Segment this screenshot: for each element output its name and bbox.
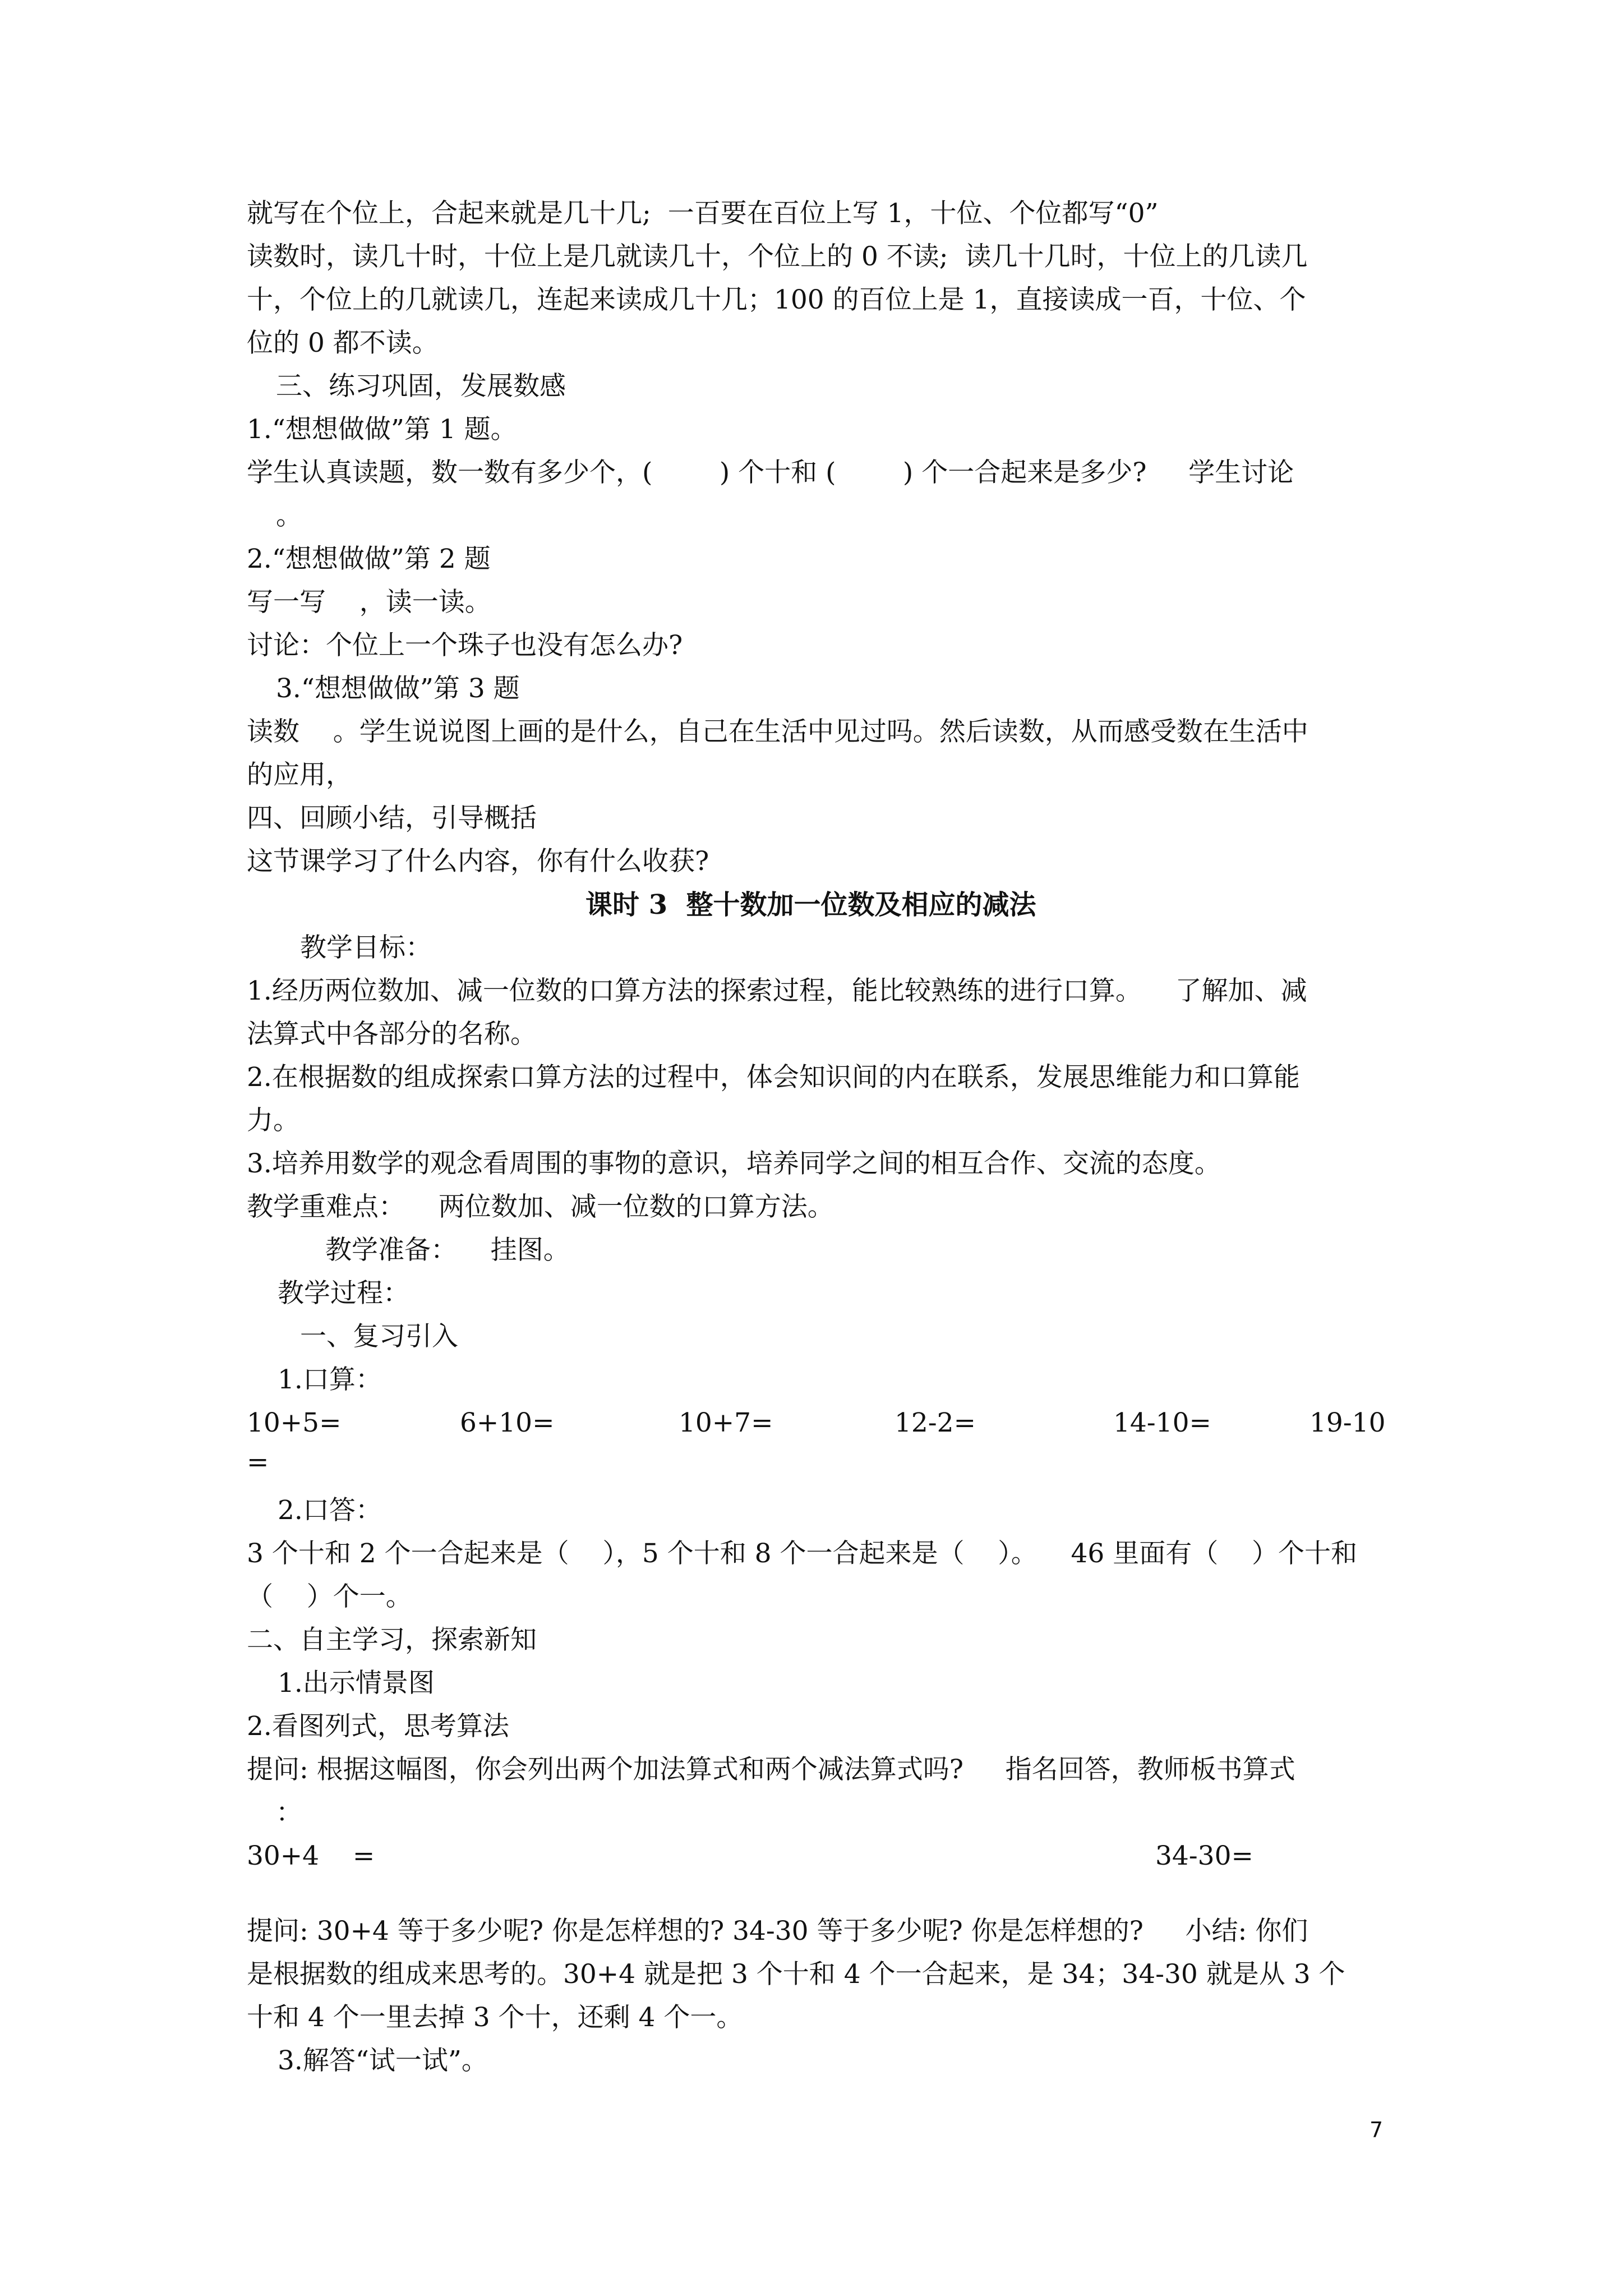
text-line: 讨论：个位上一个珠子也没有怎么办?	[247, 630, 683, 661]
text-line: 位的 0 都不读。	[247, 328, 439, 358]
oral-calc-item: 10+7=	[679, 1407, 773, 1438]
section-heading: 四、回顾小结，引导概括	[247, 803, 537, 834]
text-line: 提问: 30+4 等于多少呢? 你是怎样想的? 34-30 等于多少呢? 你是怎样想的? 小结: 你们	[247, 1916, 1308, 1947]
text-line: 学生认真读题，数一数有多少个，( ) 个十和 ( ) 个一合起来是多少? 学生讨论	[247, 457, 1294, 488]
text-line: 3.“想想做做”第 3 题	[276, 673, 520, 704]
oral-calc-item: 19-10	[1310, 1407, 1386, 1438]
text-line: 的应用，	[247, 760, 352, 790]
text-line: 3.培养用数学的观念看周围的事物的意识，培养同学之间的相互合作、交流的态度。	[247, 1148, 1221, 1179]
text-line: 是根据数的组成来思考的。30+4 就是把 3 个十和 4 个一合起来，是 34；34-30 就是从 3 个	[247, 1959, 1345, 1990]
text-line: 1.经历两位数加、减一位数的口算方法的探索过程，能比较熟练的进行口算。 了解加、减	[247, 976, 1307, 1006]
board-formula: 34-30=	[1155, 1841, 1253, 1871]
text-line: 。	[276, 500, 302, 531]
text-line: 读数 。学生说说图上画的是什么，自己在生活中见过吗。然后读数，从而感受数在生活中	[247, 716, 1308, 747]
lesson-title: 课时 3 整十数加一位数及相应的减法	[585, 889, 1036, 921]
section-heading: 三、练习巩固，发展数感	[276, 371, 566, 402]
text-line: 1.“想想做做”第 1 题。	[247, 414, 517, 445]
oral-calc-item: 12-2=	[895, 1407, 976, 1438]
oral-calc-item: 10+5=	[247, 1407, 342, 1438]
text-line: 教学准备： 挂图。	[325, 1235, 570, 1266]
text-line: 法算式中各部分的名称。	[247, 1019, 537, 1050]
text-line: 就写在个位上，合起来就是几十几; 一百要在百位上写 1，十位、个位都写“0”	[247, 198, 1159, 229]
oral-calc-item: 14-10=	[1113, 1407, 1211, 1438]
text-line: 提问: 根据这幅图，你会列出两个加法算式和两个减法算式吗? 指名回答，教师板书算式	[247, 1754, 1295, 1785]
text-line: ：	[276, 1797, 302, 1828]
text-line: 1.出示情景图	[278, 1668, 435, 1699]
text-line: 教学重难点： 两位数加、减一位数的口算方法。	[247, 1191, 834, 1222]
text-line: 十和 4 个一里去掉 3 个十，还剩 4 个一。	[247, 2002, 743, 2033]
text-line: 2.在根据数的组成探索口算方法的过程中，体会知识间的内在联系，发展思维能力和口算能	[247, 1062, 1300, 1093]
text-line: 写一写 ，读一读。	[247, 587, 491, 618]
section-heading: 二、自主学习，探索新知	[247, 1625, 537, 1655]
section-heading: 一、复习引入	[300, 1321, 458, 1352]
text-line: 教学过程：	[278, 1278, 409, 1309]
text-line: 读数时，读几十时，十位上是几就读几十，个位上的 0 不读; 读几十几时，十位上的几读几	[247, 241, 1308, 272]
text-line: 2.口答：	[278, 1495, 382, 1526]
text-line: 力。	[247, 1105, 299, 1136]
text-line: =	[247, 1447, 269, 1478]
board-formula: 30+4 =	[247, 1841, 375, 1871]
text-line: 2.“想想做做”第 2 题	[247, 544, 491, 574]
text-line: 3 个十和 2 个一合起来是（ ），5 个十和 8 个一合起来是（ ）。 46 里面有（ ）个十和	[247, 1538, 1358, 1569]
oral-calc-item: 6+10=	[460, 1407, 555, 1438]
text-line: 3.解答“试一试”。	[278, 2045, 488, 2076]
text-line: 1.口算：	[278, 1364, 382, 1395]
text-line: （ ）个一。	[247, 1581, 412, 1612]
text-line: 教学目标：	[300, 932, 432, 963]
text-line: 这节课学习了什么内容，你有什么收获?	[247, 846, 709, 877]
page-number: 7	[1370, 2118, 1384, 2142]
text-line: 十，个位上的几就读几，连起来读成几十几；100 的百位上是 1，直接读成一百，十位、个	[247, 284, 1306, 315]
text-line: 2.看图列式，思考算法	[247, 1711, 509, 1742]
